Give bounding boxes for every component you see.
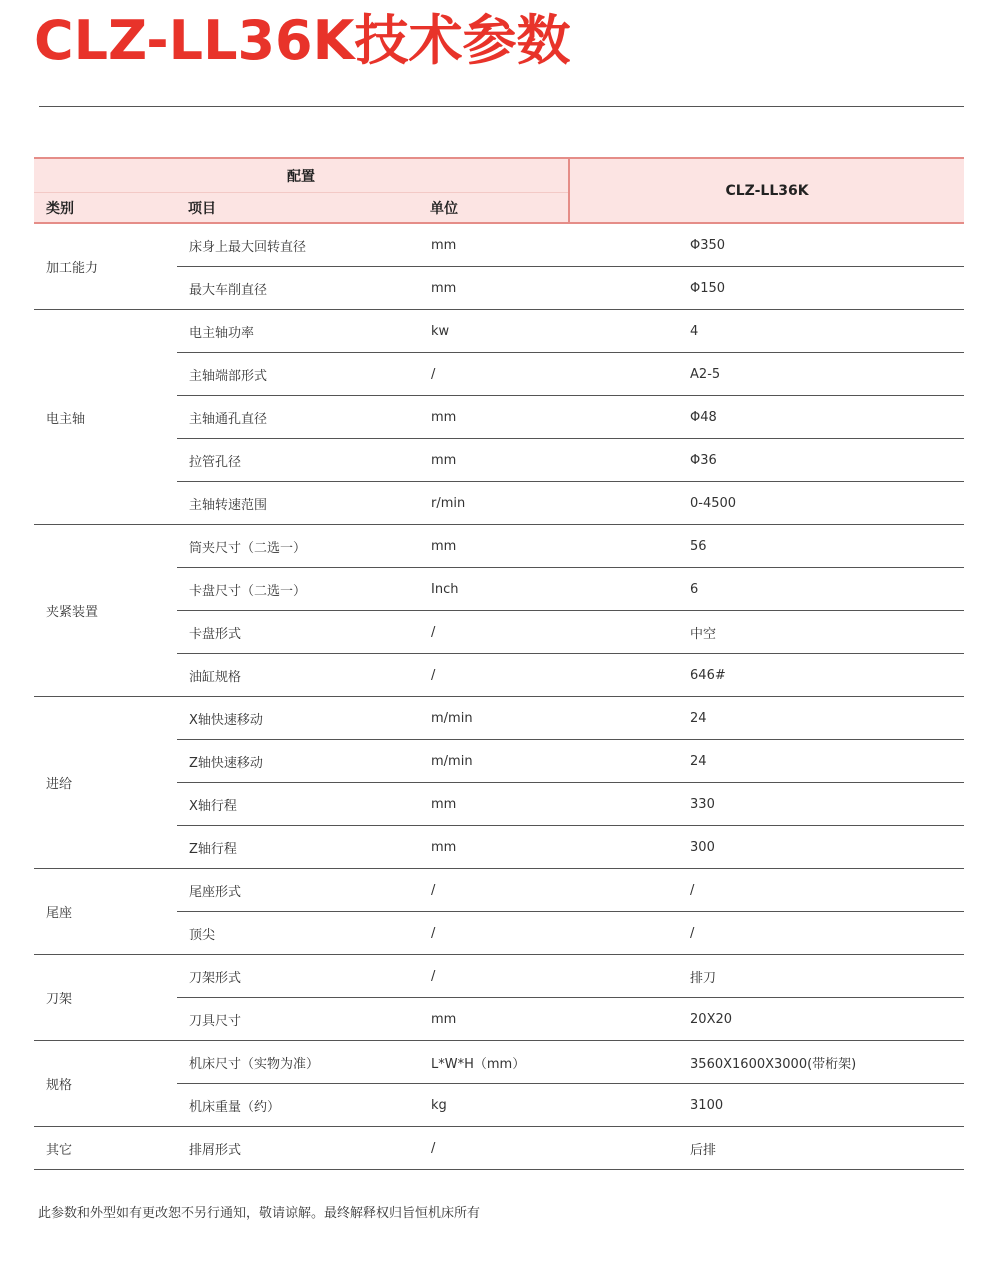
item-cell: 卡盘尺寸（二选一）: [177, 568, 419, 611]
item-cell: X轴快速移动: [177, 697, 419, 740]
spec-table-body: [34, 223, 964, 1170]
unit-cell: r/min: [419, 482, 569, 525]
footnote: 此参数和外型如有更改恕不另行通知，敬请谅解。最终解释权归旨恒机床所有: [38, 1206, 481, 1221]
value-cell: 3560X1600X3000(带桁架): [569, 1041, 964, 1084]
value-cell: 20X20: [569, 998, 964, 1041]
header-model: CLZ-LL36K: [569, 158, 964, 223]
value-cell: 24: [569, 740, 964, 783]
item-cell: 卡盘形式: [177, 611, 419, 654]
unit-cell: mm: [419, 525, 569, 568]
table-row: [34, 525, 964, 568]
unit-cell: kg: [419, 1084, 569, 1127]
unit-cell: mm: [419, 826, 569, 869]
item-cell: X轴行程: [177, 783, 419, 826]
value-cell: 6: [569, 568, 964, 611]
item-cell: 机床重量（约）: [177, 1084, 419, 1127]
value-cell: Φ36: [569, 439, 964, 482]
value-cell: 3100: [569, 1084, 964, 1127]
unit-cell: mm: [419, 267, 569, 310]
item-cell: 床身上最大回转直径: [177, 223, 419, 267]
value-cell: Φ48: [569, 396, 964, 439]
unit-cell: /: [419, 912, 569, 955]
item-cell: 拉管孔径: [177, 439, 419, 482]
unit-cell: mm: [419, 396, 569, 439]
value-cell: 中空: [569, 611, 964, 654]
value-cell: A2-5: [569, 353, 964, 396]
value-cell: 后排: [569, 1127, 964, 1170]
item-cell: Z轴快速移动: [177, 740, 419, 783]
page-title: CLZ-LL36K技术参数: [34, 9, 571, 72]
item-cell: 电主轴功率: [177, 310, 419, 353]
category-cell: 规格: [34, 1041, 177, 1127]
item-cell: Z轴行程: [177, 826, 419, 869]
unit-cell: /: [419, 654, 569, 697]
header-item: 项目: [177, 193, 419, 224]
item-cell: 油缸规格: [177, 654, 419, 697]
table-row: [34, 869, 964, 912]
value-cell: /: [569, 912, 964, 955]
table-row: [34, 1041, 964, 1084]
category-cell: 电主轴: [34, 310, 177, 525]
item-cell: 刀具尺寸: [177, 998, 419, 1041]
value-cell: 排刀: [569, 955, 964, 998]
unit-cell: /: [419, 869, 569, 912]
table-row: [34, 955, 964, 998]
unit-cell: mm: [419, 439, 569, 482]
spec-table: [34, 157, 964, 1170]
value-cell: 300: [569, 826, 964, 869]
header-unit: 单位: [419, 193, 569, 224]
item-cell: 筒夹尺寸（二选一）: [177, 525, 419, 568]
category-cell: 夹紧装置: [34, 525, 177, 697]
unit-cell: /: [419, 955, 569, 998]
value-cell: 646#: [569, 654, 964, 697]
table-row: [34, 310, 964, 353]
value-cell: 56: [569, 525, 964, 568]
table-row: [34, 697, 964, 740]
value-cell: Φ150: [569, 267, 964, 310]
value-cell: 0-4500: [569, 482, 964, 525]
value-cell: 330: [569, 783, 964, 826]
category-cell: 尾座: [34, 869, 177, 955]
item-cell: 机床尺寸（实物为准）: [177, 1041, 419, 1084]
header-config: 配置: [34, 158, 569, 193]
spec-table-header: [34, 158, 964, 223]
header-category: 类别: [34, 193, 177, 224]
unit-cell: m/min: [419, 697, 569, 740]
unit-cell: /: [419, 611, 569, 654]
item-cell: 顶尖: [177, 912, 419, 955]
value-cell: 4: [569, 310, 964, 353]
unit-cell: mm: [419, 223, 569, 267]
value-cell: Φ350: [569, 223, 964, 267]
title-divider: [39, 106, 964, 107]
unit-cell: mm: [419, 783, 569, 826]
unit-cell: kw: [419, 310, 569, 353]
unit-cell: L*W*H（mm）: [419, 1041, 569, 1084]
category-cell: 刀架: [34, 955, 177, 1041]
value-cell: 24: [569, 697, 964, 740]
table-row: [34, 223, 964, 267]
unit-cell: m/min: [419, 740, 569, 783]
unit-cell: Inch: [419, 568, 569, 611]
unit-cell: /: [419, 1127, 569, 1170]
category-cell: 加工能力: [34, 223, 177, 310]
item-cell: 刀架形式: [177, 955, 419, 998]
category-cell: 其它: [34, 1127, 177, 1170]
unit-cell: mm: [419, 998, 569, 1041]
category-cell: 进给: [34, 697, 177, 869]
item-cell: 主轴转速范围: [177, 482, 419, 525]
item-cell: 最大车削直径: [177, 267, 419, 310]
item-cell: 排屑形式: [177, 1127, 419, 1170]
item-cell: 尾座形式: [177, 869, 419, 912]
unit-cell: /: [419, 353, 569, 396]
item-cell: 主轴端部形式: [177, 353, 419, 396]
table-row: [34, 1127, 964, 1170]
value-cell: /: [569, 869, 964, 912]
item-cell: 主轴通孔直径: [177, 396, 419, 439]
